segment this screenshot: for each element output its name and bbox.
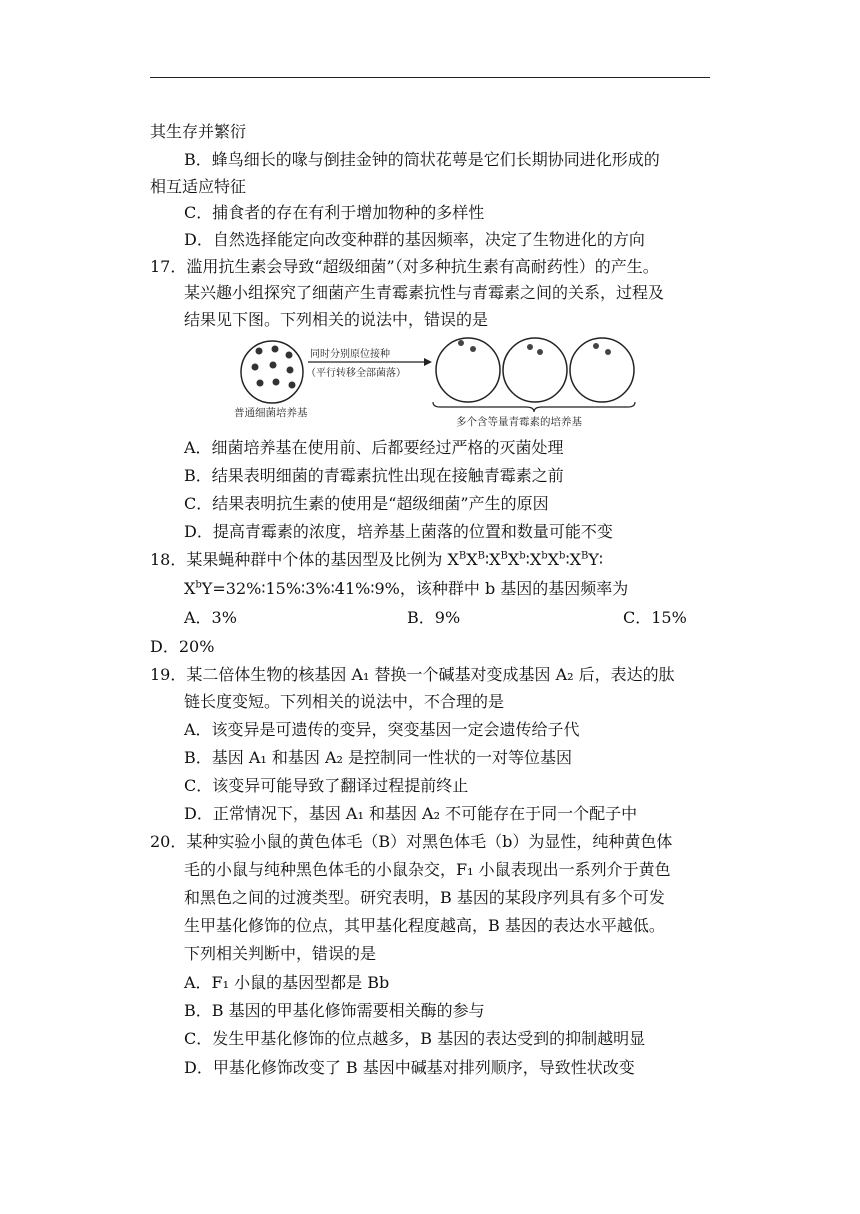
q18-option-d: D．20% [150,637,215,656]
penicillin-plate-1 [436,338,500,402]
q18-option-a: A．3% [184,608,237,627]
q17-stem-line1: 17．滥用抗生素会导致“超级细菌”（对多种抗生素有高耐药性）的产生。 [150,257,659,276]
q20-stem-line4: 生甲基化修饰的位点，其甲基化程度越高，B 基因的表达水平越低。 [184,916,665,935]
q19-option-b: B．基因 A₁ 和基因 A₂ 是控制同一性状的一对等位基因 [184,748,573,767]
q17-option-d: D．提高青霉素的浓度，培养基上菌落的位置和数量可能不变 [184,522,613,541]
q19-option-a: A．该变异是可遗传的变异，突变基因一定会遗传给子代 [184,720,580,739]
header-rule [150,77,710,78]
q20-stem-line2: 毛的小鼠与纯种黑色体毛的小鼠杂交，F₁ 小鼠表现出一系列介于黄色 [184,860,671,879]
q17-stem-line2: 某兴趣小组探究了细菌产生青霉素抗性与青霉素之间的关系，过程及 [184,283,665,302]
q20-option-b: B．B 基因的甲基化修饰需要相关酶的参与 [184,1001,485,1020]
q20-stem-line1: 20．某种实验小鼠的黄色体毛（B）对黑色体毛（b）为显性，纯种黄色体 [150,832,673,851]
q20-option-d: D．甲基化修饰改变了 B 基因中碱基对排列顺序，导致性状改变 [184,1058,635,1077]
q18-option-c: C．15% [623,608,687,627]
q16-option-b-line1: B．蜂鸟细长的喙与倒挂金钟的筒状花萼是它们长期协同进化形成的 [184,150,660,169]
q19-option-d: D．正常情况下，基因 A₁ 和基因 A₂ 不可能存在于同一个配子中 [184,804,638,823]
q20-stem-line3: 和黑色之间的过渡类型。研究表明，B 基因的某段序列具有多个可发 [184,888,665,907]
arrow-head [424,358,432,366]
q19-stem-line2: 链长度变短。下列相关的说法中，不合理的是 [184,692,505,711]
q18-stem-line1: 18．某果蝇种群中个体的基因型及比例为 $X^BX^B∶X^BX^b∶X^bX^b∶X^BY∶$ [150,550,604,569]
left-plate-label: 普通细菌培养基 [234,407,308,419]
q16-option-d: D．自然选择能定向改变种群的基因频率，决定了生物进化的方向 [184,230,645,249]
q17-option-b: B．结果表明细菌的青霉素抗性出现在接触青霉素之前 [184,466,564,485]
penicillin-plate-3 [570,338,634,402]
q19-stem-line1: 19．某二倍体生物的核基因 A₁ 替换一个碱基对变成基因 A₂ 后，表达的肽 [150,665,675,684]
colonies [252,346,296,389]
q20-option-c: C．发生甲基化修饰的位点越多，B 基因的表达受到的抑制越明显 [184,1029,646,1048]
q19-option-c: C．该变异可能导致了翻译过程提前终止 [184,776,469,795]
q17-option-c: C．结果表明抗生素的使用是“超级细菌”产生的原因 [184,494,549,513]
q17-stem-line3: 结果见下图。下列相关的说法中，错误的是 [184,310,489,329]
right-plates-label: 多个含等量青霉素的培养基 [456,416,582,428]
q16-option-c: C．捕食者的存在有利于增加物种的多样性 [184,203,485,222]
penicillin-plate-2 [503,338,567,402]
q18-stem-line2: $X^bY=32\%∶15\%∶3\%∶41\%∶9\%$，该种群中 b 基因的基因频率为 [184,579,629,598]
arrow-label-bottom: （平行转移全部菌落） [306,368,406,379]
group-brace [433,402,635,412]
q20-option-a: A．F₁ 小鼠的基因型都是 Bb [184,973,390,992]
q20-stem-line5: 下列相关判断中，错误的是 [184,944,377,963]
arrow-label-top: 同时分别原位接种 [310,349,390,360]
q16-option-b-line2: 相互适应特征 [150,177,247,196]
q18-option-b: B．9% [407,608,461,627]
text-line: 其生存并繁衍 [150,122,247,141]
bacteria-culture-figure [228,330,648,430]
q17-option-a: A．细菌培养基在使用前、后都要经过严格的灭菌处理 [184,438,564,457]
